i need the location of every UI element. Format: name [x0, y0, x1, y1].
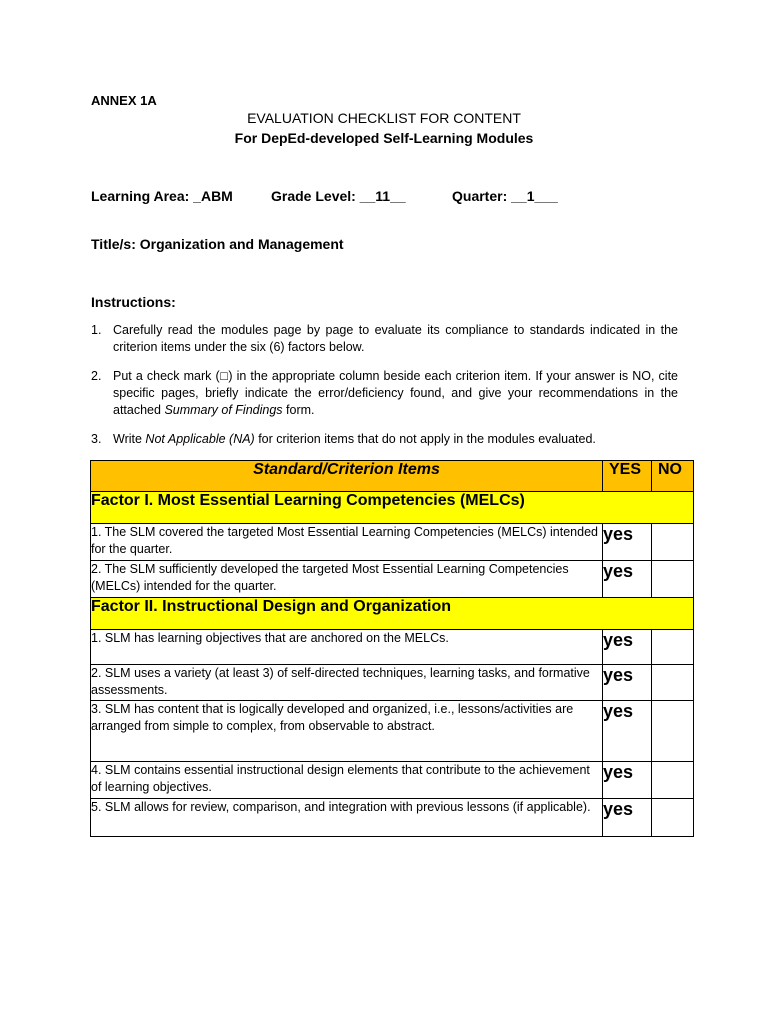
factor-row	[91, 598, 694, 630]
instruction-item	[91, 431, 678, 448]
no-column-header: NO	[652, 461, 694, 492]
no-cell[interactable]	[652, 701, 694, 762]
criterion-text: 2. SLM uses a variety (at least 3) of self-directed techniques, learning tasks, and formative assessments.	[91, 665, 603, 701]
annex-label: ANNEX 1A	[91, 93, 157, 108]
yes-cell[interactable]: yes	[603, 799, 652, 837]
quarter: Quarter: __1___	[452, 188, 558, 204]
criterion-text: 1. The SLM covered the targeted Most Essential Learning Competencies (MELCs) intended for the quarter.	[91, 524, 603, 561]
table-row	[91, 561, 694, 598]
table-header-row	[91, 461, 694, 492]
no-cell[interactable]	[652, 524, 694, 561]
criterion-text: 3. SLM has content that is logically developed and organized, i.e., lessons/activities are arranged from simple to complex, from observable to abstract.	[91, 701, 603, 762]
factor-2-title: Factor II. Instructional Design and Organization	[91, 598, 694, 630]
table-row	[91, 630, 694, 665]
yes-cell[interactable]: yes	[603, 762, 652, 799]
instruction-emphasis: Not Applicable (NA)	[145, 432, 255, 446]
evaluation-checklist-table	[90, 460, 694, 837]
instructions-list	[91, 322, 678, 460]
document-subtitle: For DepEd-developed Self-Learning Modules	[234, 130, 534, 146]
table-row	[91, 524, 694, 561]
no-cell[interactable]	[652, 665, 694, 701]
instruction-item	[91, 322, 678, 356]
no-cell[interactable]	[652, 561, 694, 598]
no-cell[interactable]	[652, 630, 694, 665]
yes-cell[interactable]: yes	[603, 524, 652, 561]
yes-column-header: YES	[603, 461, 652, 492]
table-row	[91, 701, 694, 762]
instructions-heading: Instructions:	[91, 294, 176, 310]
yes-cell[interactable]: yes	[603, 665, 652, 701]
table-row	[91, 665, 694, 701]
module-title: Title/s: Organization and Management	[91, 236, 344, 252]
factor-1-title: Factor I. Most Essential Learning Competencies (MELCs)	[91, 492, 694, 524]
yes-cell[interactable]: yes	[603, 561, 652, 598]
criterion-text: 1. SLM has learning objectives that are anchored on the MELCs.	[91, 630, 603, 665]
criterion-text: 4. SLM contains essential instructional design elements that contribute to the achievement of learning objectives.	[91, 762, 603, 799]
criteria-column-header: Standard/Criterion Items	[91, 461, 603, 492]
document-title: EVALUATION CHECKLIST FOR CONTENT	[247, 110, 521, 126]
instruction-text-end: form.	[282, 403, 315, 417]
grade-level: Grade Level: __11__	[271, 188, 406, 204]
instruction-number: 1.	[91, 323, 102, 337]
table-row	[91, 762, 694, 799]
yes-cell[interactable]: yes	[603, 630, 652, 665]
no-cell[interactable]	[652, 799, 694, 837]
instruction-number: 3.	[91, 432, 102, 446]
instruction-text: Carefully read the modules page by page to evaluate its compliance to standards indicated in the criterion items under the six (6) factors below.	[113, 323, 678, 354]
criterion-text: 2. The SLM sufficiently developed the targeted Most Essential Learning Competencies (MELCs) intended for the quarter.	[91, 561, 603, 598]
yes-cell[interactable]: yes	[603, 701, 652, 762]
instruction-emphasis: Summary of Findings	[164, 403, 283, 417]
instruction-number: 2.	[91, 369, 102, 383]
no-cell[interactable]	[652, 762, 694, 799]
learning-area: Learning Area: _ABM	[91, 188, 233, 204]
instruction-item	[91, 368, 678, 419]
criterion-text: 5. SLM allows for review, comparison, and integration with previous lessons (if applicable).	[91, 799, 603, 837]
instruction-text: Write	[113, 432, 146, 446]
table-row	[91, 799, 694, 837]
factor-row	[91, 492, 694, 524]
instruction-text-end: for criterion items that do not apply in the modules evaluated.	[254, 432, 596, 446]
instruction-text: Put a check mark (□) in the appropriate column beside each criterion item. If your answer is NO, cite specific pages, briefly indicate the error/deficiency found, and give your recommendations in the attached	[113, 369, 678, 417]
